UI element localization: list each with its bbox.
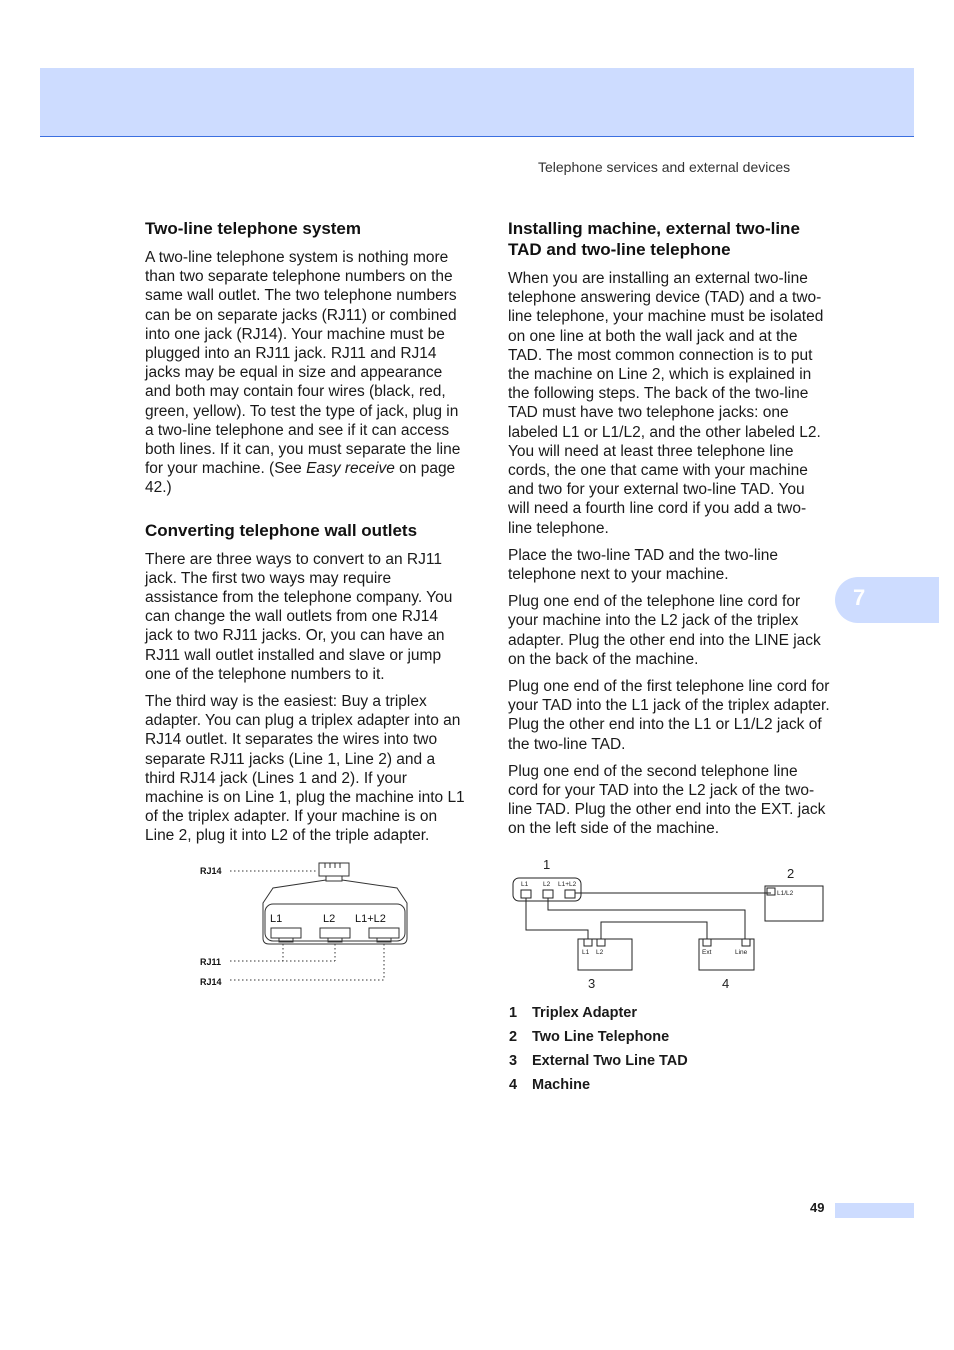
legend-label: External Two Line TAD [532, 1053, 688, 1069]
paragraph-installing-3: Plug one end of the telephone line cord for your machine into the L2 jack of the triplex adapter. Plug the other end into the LINE jack on the back of the machine. [508, 593, 821, 668]
machine-label-ext: Ext [702, 949, 712, 956]
paragraph-text: on page 42.) [145, 460, 456, 497]
section-title-installing: Installing machine, external two-line TAD and two-line telephone [508, 219, 800, 259]
triplex-adapter-diagram [195, 858, 415, 990]
legend-item [509, 1073, 688, 1097]
running-head: Telephone services and external devices [538, 159, 791, 175]
legend-label: Machine [532, 1077, 591, 1093]
header-band [40, 68, 914, 137]
chapter-tab [835, 577, 939, 623]
legend-number: 3 [509, 1053, 518, 1069]
callout-1: 1 [543, 857, 551, 872]
callout-4: 4 [722, 976, 730, 991]
paragraph-installing-5: Plug one end of the second telephone line cord for your TAD into the L2 jack of the two-line TAD. Plug the other end into the EXT. jack on the left side of the machine. [508, 762, 826, 838]
jack-label-l2: L2 [323, 913, 336, 925]
legend-number: 4 [509, 1077, 518, 1093]
diagram-legend [509, 1001, 688, 1097]
section-title-two-line-system: Two-line telephone system [145, 219, 362, 238]
label-rj11: RJ11 [200, 957, 222, 967]
legend-number: 2 [509, 1029, 518, 1045]
footer-band [835, 1203, 914, 1218]
callout-2: 2 [787, 866, 795, 881]
right-column [508, 218, 830, 847]
paragraph-converting-1: There are three ways to convert to an RJ11 jack. The first two ways may require assistance from the telephone company. You can change the wall outlets from one RJ14 jack to two RJ11 jacks. Or, you can have an RJ11 wall outlet installed and slave or jump one of the telephone numbers to it. [145, 550, 453, 683]
left-column [145, 218, 467, 854]
legend-label: Triplex Adapter [532, 1005, 638, 1021]
tad-label-l2: L2 [596, 949, 604, 956]
paragraph-converting-2: The third way is the easiest: Buy a triplex adapter. You can plug a triplex adapter into an RJ14 outlet. It separates the wires into two separate RJ11 jacks (Line 1, Line 2) and a third RJ14 jack (Lines 1 and 2). If your machine is on Line 1, plug the machine into L1 of the triplex adapter. If your machine is on Line 2, plug it into L2 of the triple adapter. [145, 693, 465, 845]
legend-item [509, 1049, 688, 1073]
paragraph-two-line-system [145, 248, 467, 498]
tad-label-l1: L1 [582, 949, 590, 956]
legend-item [509, 1025, 688, 1049]
legend-label: Two Line Telephone [532, 1029, 670, 1045]
page-number: 49 [810, 1200, 825, 1215]
chapter-number: 7 [853, 585, 866, 610]
machine-label-line: Line [735, 949, 748, 956]
legend-item [509, 1001, 688, 1025]
adapter-label-l2: L2 [543, 881, 551, 888]
callout-3: 3 [588, 976, 596, 991]
label-rj14-top: RJ14 [200, 866, 222, 876]
wiring-diagram [505, 852, 835, 994]
paragraph-installing-2: Place the two-line TAD and the two-line telephone next to your machine. [508, 546, 778, 584]
paragraph-text: A two-line telephone system is nothing more than two separate telephone numbers on the same wall outlet. The two telephone numbers can be on separate jacks (RJ11) or combined into one jack (RJ14). Your machine must be plugged into an RJ11 jack. RJ11 and RJ14 jacks may be equal in size and appearance and both may contain four wires (black, red, green, yellow). To test the type of jack, plug in a two-line telephone and see if it can access both lines. If it can, you must separate the line for your machine. (See [145, 249, 461, 478]
label-rj14-bottom: RJ14 [200, 977, 222, 987]
jack-label-l1l2: L1+L2 [355, 913, 386, 925]
adapter-label-l1l2: L1+L2 [558, 881, 577, 888]
section-title-converting-outlets: Converting telephone wall outlets [145, 520, 418, 540]
adapter-label-l1: L1 [521, 881, 529, 888]
jack-label-l1: L1 [270, 913, 283, 925]
phone-label-l1l2: L1/L2 [777, 890, 794, 897]
legend-number: 1 [509, 1005, 518, 1021]
paragraph-installing-4: Plug one end of the first telephone line cord for your TAD into the L1 jack of the triplex adapter. Plug the other end into the L1 or L1/L2 jack of the two-line TAD. [508, 678, 830, 753]
paragraph-installing-1: When you are installing an external two-line telephone answering device (TAD) and a two-line telephone, your machine must be isolated on one line at both the wall jack and at the TAD. The most common connection is to put the machine on Line 2, which is explained in the following steps. The back of the two-line TAD must have two telephone jacks: one labeled L1 or L1/L2, and the other labeled L2. You will need at least three telephone line cords, the one that came with your machine and two for your external two-line TAD. You will need a fourth line cord if you add a two-line telephone. [508, 270, 824, 537]
cross-reference-link[interactable]: Easy receive [306, 460, 395, 478]
